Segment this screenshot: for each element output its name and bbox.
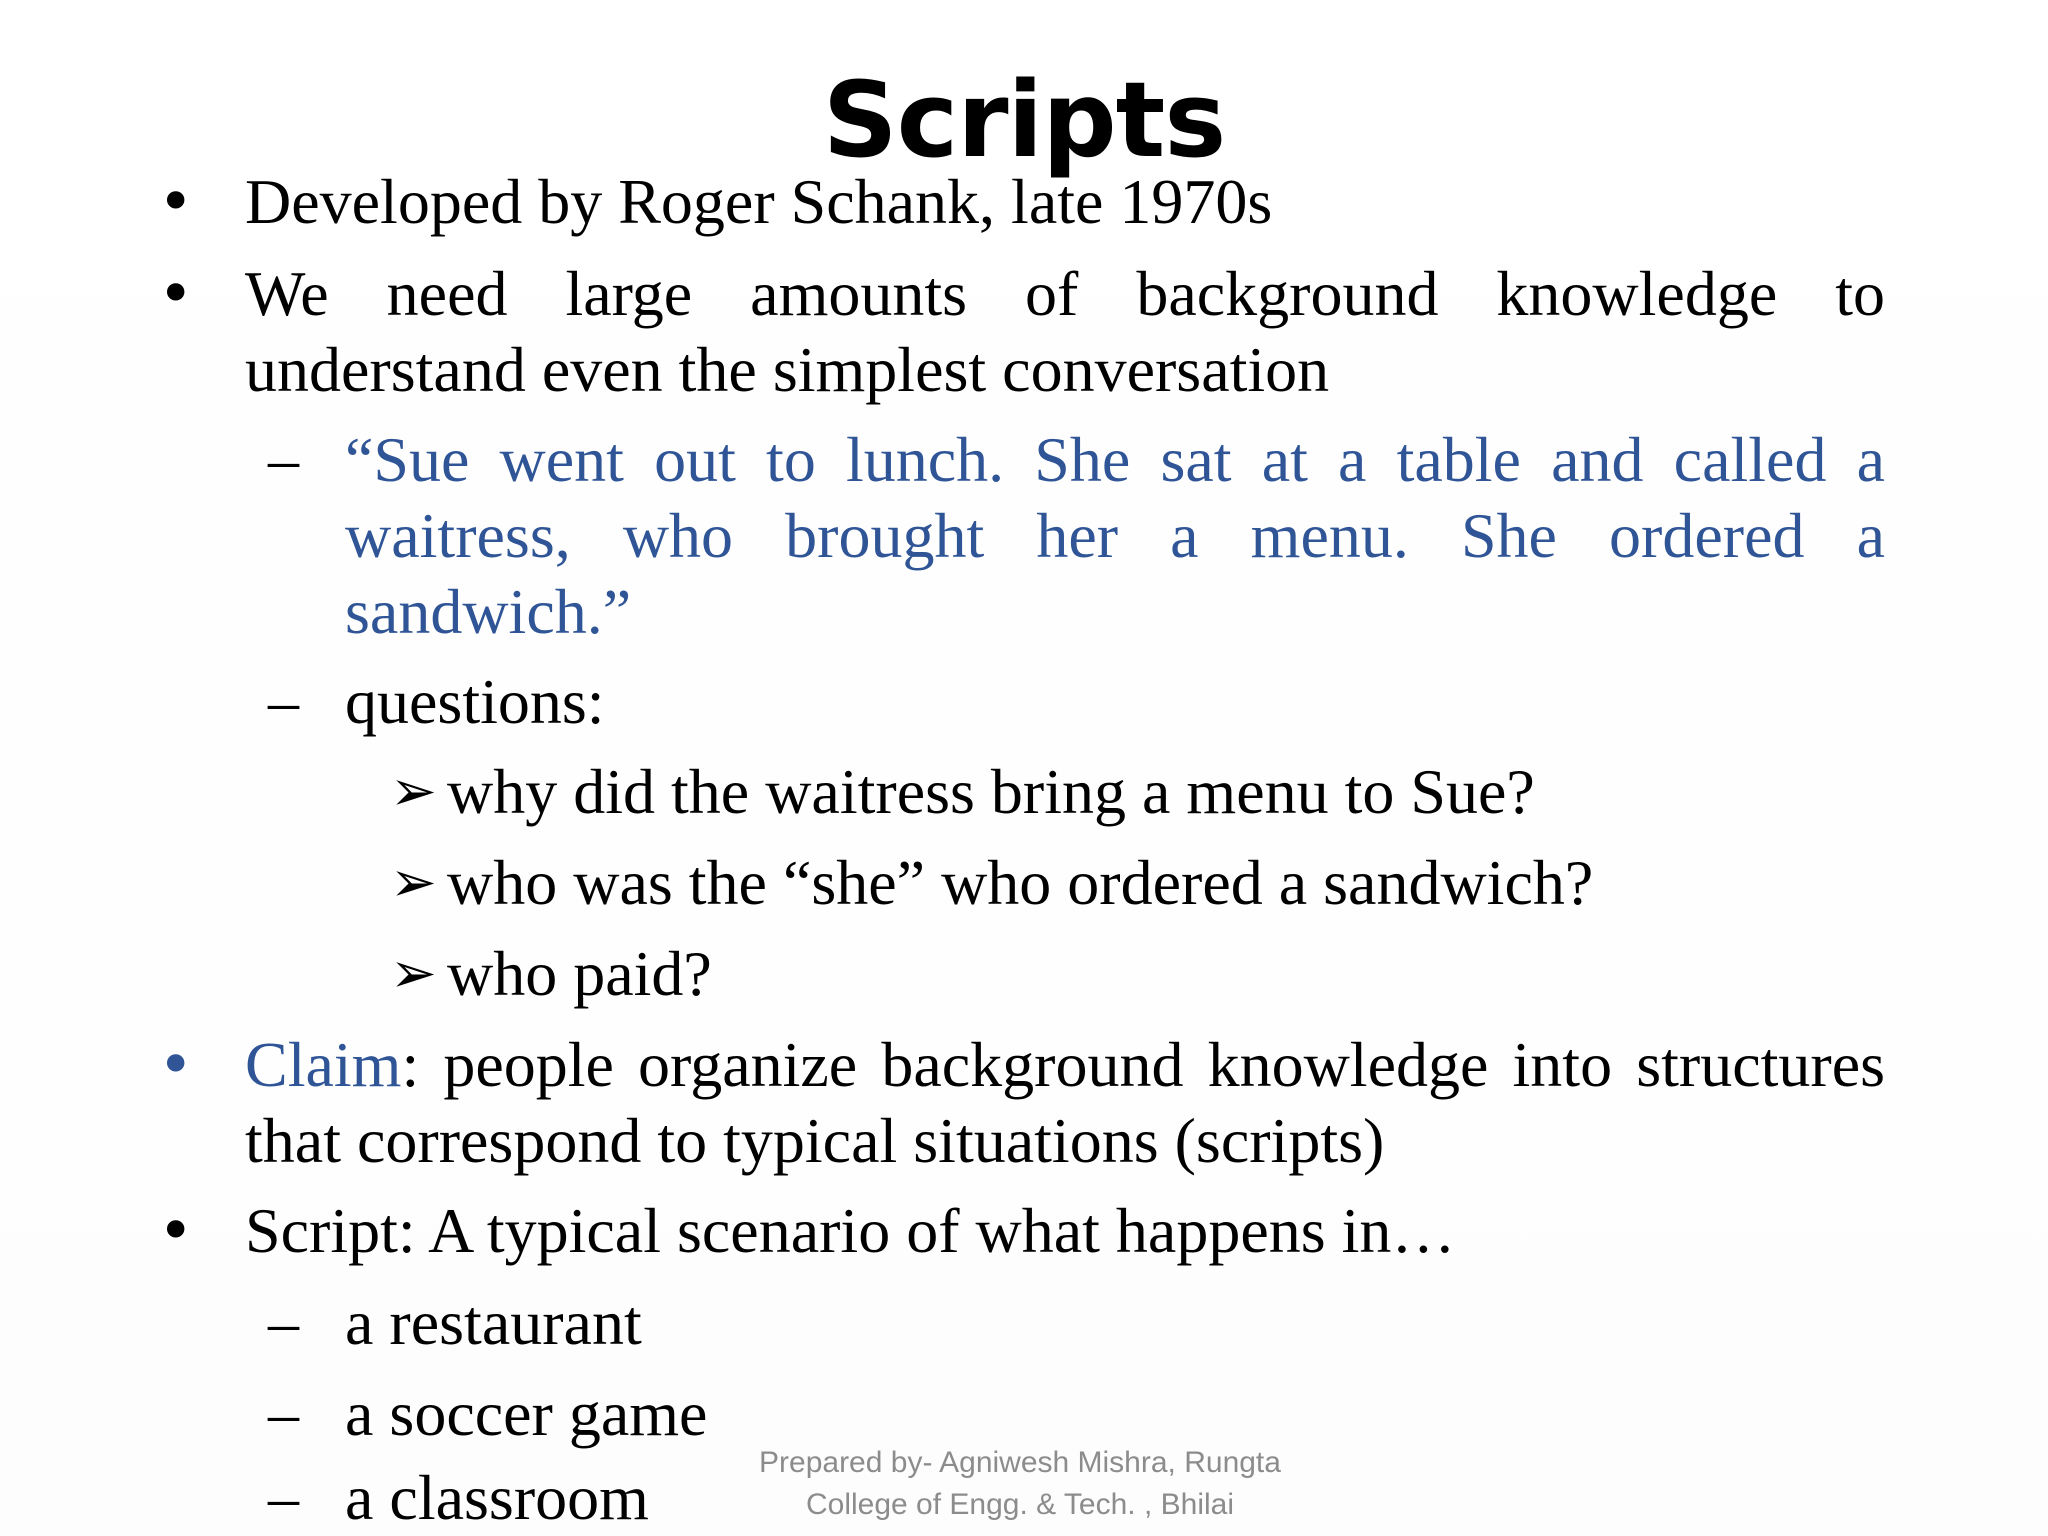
- sub-questions: questions:: [345, 666, 605, 737]
- bullet-marker: •: [158, 1030, 194, 1100]
- dash-marker: –: [268, 426, 299, 494]
- bullet-marker: •: [158, 167, 194, 237]
- question-who-paid: who paid?: [447, 938, 712, 1009]
- bullet-marker: •: [158, 1196, 194, 1266]
- bullet-marker: •: [158, 259, 194, 329]
- bullet-script-definition: Script: A typical scenario of what happens in…: [245, 1195, 1456, 1266]
- dash-marker: –: [268, 1380, 299, 1448]
- arrow-marker: ➢: [390, 759, 437, 824]
- footer-line-1: Prepared by- Agniwesh Mishra, Rungta: [759, 1446, 1281, 1479]
- arrow-marker: ➢: [390, 941, 437, 1006]
- script-example-restaurant: a restaurant: [345, 1287, 642, 1358]
- script-example-classroom: a classroom: [345, 1462, 649, 1533]
- question-waitress-menu: why did the waitress bring a menu to Sue?: [447, 756, 1535, 827]
- claim-keyword: Claim: [245, 1029, 402, 1100]
- dash-marker: –: [268, 1464, 299, 1532]
- bullet-background-knowledge: We need large amounts of background knowledge to understand even the simplest conversation: [245, 258, 1885, 405]
- arrow-marker: ➢: [390, 850, 437, 915]
- script-example-soccer: a soccer game: [345, 1378, 708, 1449]
- bullet-developed-by: Developed by Roger Schank, late 1970s: [245, 166, 1273, 237]
- dash-marker: –: [268, 668, 299, 736]
- slide-title: Scripts: [822, 59, 1226, 181]
- question-who-she: who was the “she” who ordered a sandwich?: [447, 847, 1594, 918]
- dash-marker: –: [268, 1289, 299, 1357]
- bullet-claim: [245, 1027, 1885, 1179]
- claim-text: : people organize background knowledge into structures that correspond to typical situations (scripts): [245, 1029, 1885, 1176]
- footer-line-2: College of Engg. & Tech. , Bhilai: [805, 1488, 1235, 1521]
- footer-credit: [700, 1442, 1340, 1526]
- sub-quote-sue: “Sue went out to lunch. She sat at a table and called a waitress, who brought her a menu. She ordered a sandwich.”: [345, 424, 1885, 647]
